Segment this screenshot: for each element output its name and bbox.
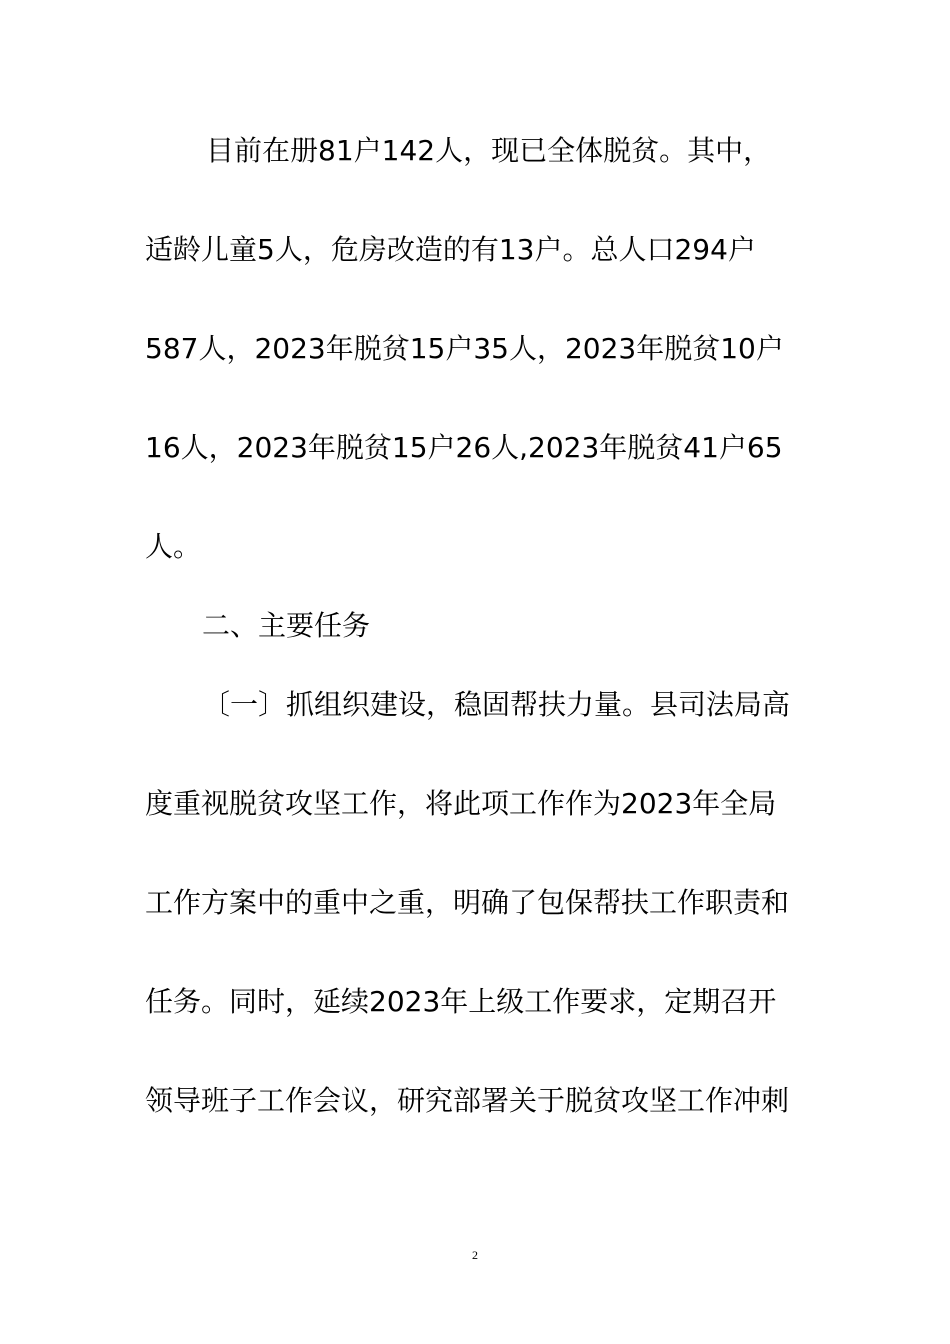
page-number: 2 xyxy=(472,1248,478,1262)
paragraph-line: 领导班子工作会议，研究部署关于脱贫攻坚工作冲刺 xyxy=(145,1084,790,1117)
paragraph-line: 16人，2023年脱贫15户26人,2023年脱贫41户65 xyxy=(145,431,783,464)
subsection-heading-line: 〔一〕抓组织建设，稳固帮扶力量。县司法局高 xyxy=(202,688,791,721)
paragraph-line: 目前在册81户142人，现已全体脱贫。其中， xyxy=(206,134,772,167)
paragraph-line: 任务。同时，延续2023年上级工作要求，定期召开 xyxy=(145,985,777,1018)
section-heading: 二、主要任务 xyxy=(202,609,371,642)
paragraph-line: 工作方案中的重中之重，明确了包保帮扶工作职责和 xyxy=(145,886,790,919)
paragraph-line: 度重视脱贫攻坚工作，将此项工作作为2023年全局 xyxy=(145,787,777,820)
paragraph-line: 人。 xyxy=(145,530,202,563)
paragraph-line: 适龄儿童5人，危房改造的有13户。总人口294户 xyxy=(145,233,756,266)
paragraph-line: 587人，2023年脱贫15户35人，2023年脱贫10户 xyxy=(145,332,784,365)
